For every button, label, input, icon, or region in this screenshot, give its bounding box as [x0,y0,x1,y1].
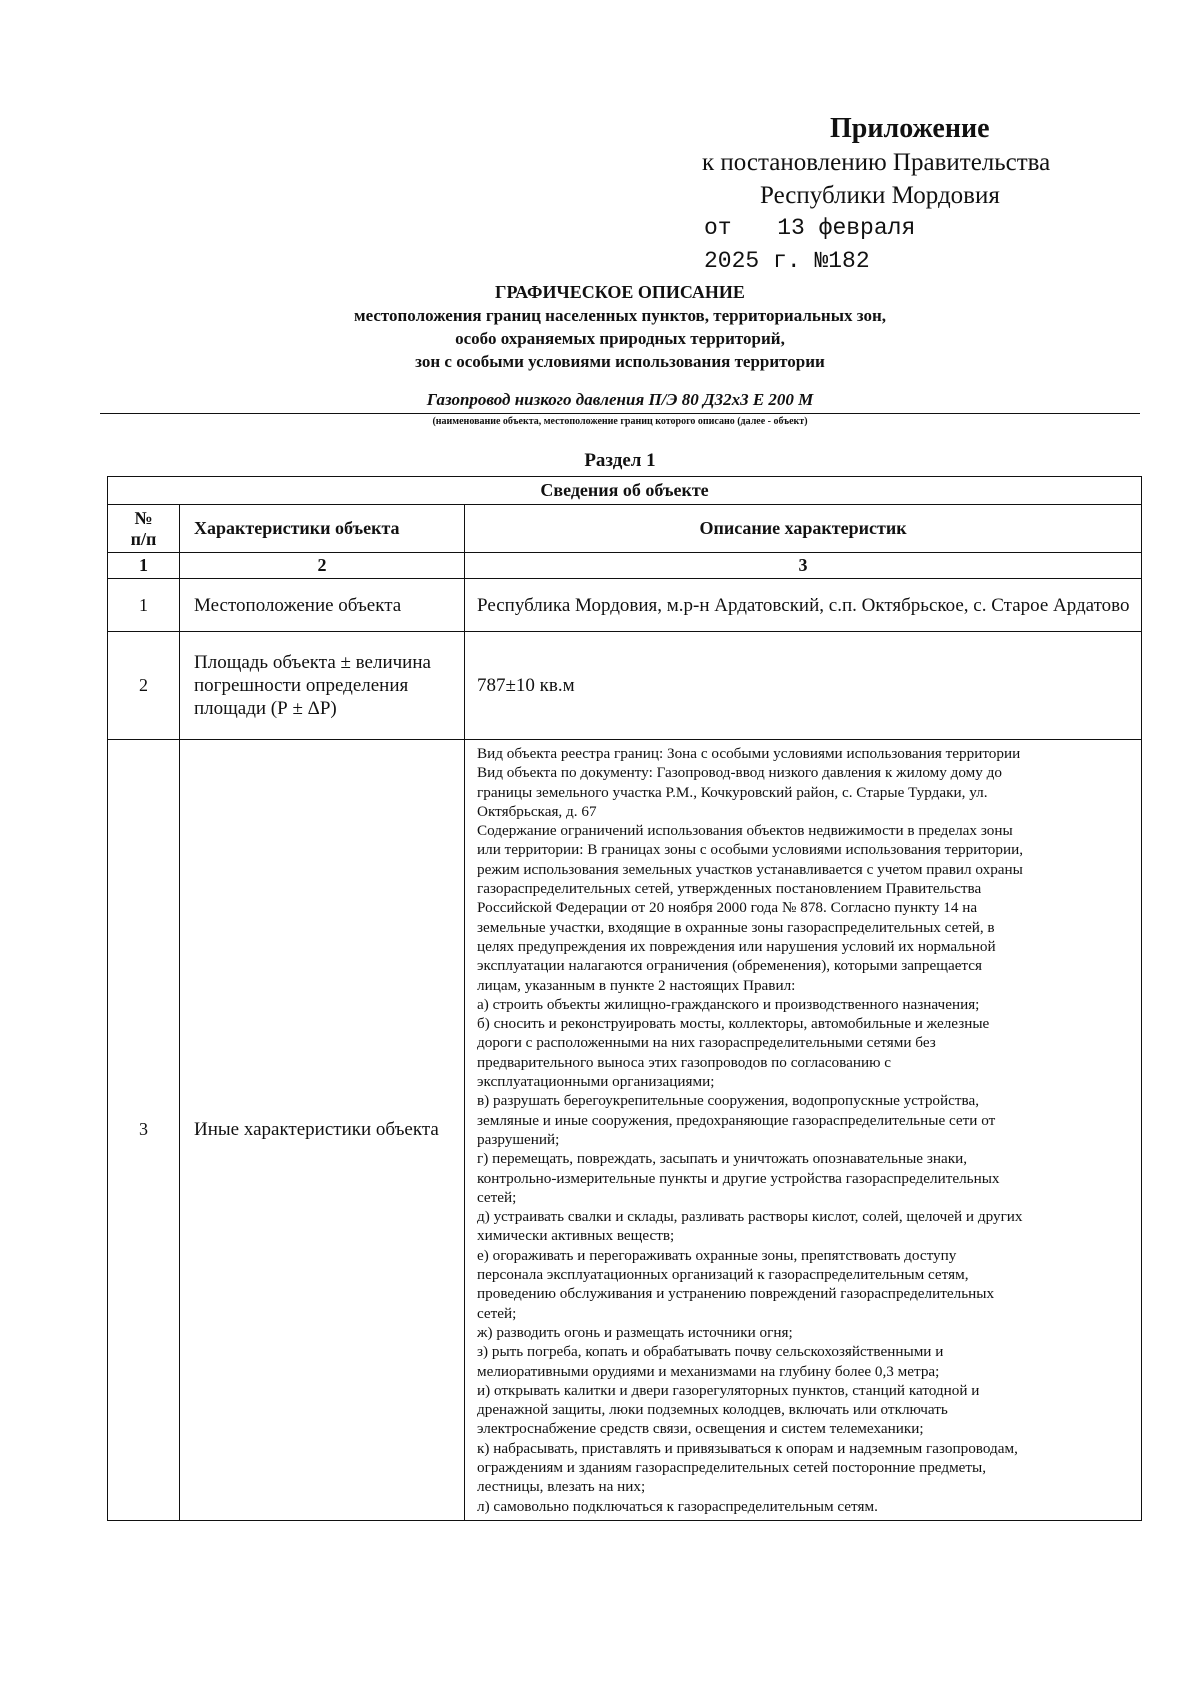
table-row [108,579,1142,632]
row-3-value-line: Вид объекта по документу: Газопровод-ввод низкого давления к жилому дому до [477,764,1002,782]
row-3-value-line: предварительного выноса этих газопроводов по согласованию с [477,1053,891,1071]
row-3-value-line: сетей; [477,1188,517,1206]
column-number-row [108,553,1142,579]
row-3-value-line: в) разрушать берегоукрепительные сооружения, водопропускные устройства, [477,1092,980,1110]
row-3-value-line: сетей; [477,1304,517,1322]
row-3-value-line: д) устраивать свалки и склады, разливать растворы кислот, солей, щелочей и других [477,1208,1023,1226]
appendix-from: от [704,215,732,241]
row-3-name: Иные характеристики объекта [180,740,465,1521]
row-3-value-line: лестницы, влезать на них; [477,1478,646,1496]
row-3-value-line: б) сносить и реконструировать мосты, коллекторы, автомобильные и железные [477,1015,990,1033]
row-3-value-line: границы земельного участка Р.М., Кочкуровский район, с. Старые Турдаки, ул. [477,783,988,801]
document-subtitle-line-3: зон с особыми условиями использования территории [415,352,825,371]
row-3-num: 3 [108,740,180,1521]
header-description: Описание характеристик [465,505,1142,553]
row-3-value-line: ограждениям и зданиям газораспределительных сетей посторонние предметы, [477,1458,987,1476]
row-2-value: 787±10 кв.м [465,632,1142,740]
document-subtitle-line-1: местоположения границ населенных пунктов, территориальных зон, [354,306,886,325]
document-heading [100,280,1140,373]
column-number-1: 1 [108,553,180,579]
object-underline [100,413,1140,414]
row-3-value-line: мелиоративными орудиями и механизмами на глубину более 0,3 метра; [477,1362,940,1380]
object-caption: (наименование объекта, местоположение границ которого описано (далее - объект) [432,416,808,427]
row-3-value-line: эксплуатации налагаются ограничения (обременения), которыми запрещается [477,957,982,975]
appendix-date-line [704,212,1120,278]
row-3-value-line: г) перемещать, повреждать, засыпать и уничтожать опознавательные знаки, [477,1150,968,1168]
row-3-value-line: л) самовольно подключаться к газораспределительным сетям. [477,1497,878,1515]
row-3-value-line: и) открывать калитки и двери газорегуляторных пунктов, станций катодной и [477,1381,980,1399]
column-number-2: 2 [180,553,465,579]
section-title: Раздел 1 [584,450,656,471]
row-3-value-line: электроснабжение средств связи, освещения и систем телемеханики; [477,1420,924,1438]
header-num [108,505,180,553]
table-row [108,740,1142,1521]
appendix-year: 2025 г. № [704,248,829,274]
row-3-value-line: режим использования земельных участков устанавливается с учетом правил охраны [477,860,1023,878]
column-number-3: 3 [465,553,1142,579]
header-characteristics: Характеристики объекта [180,505,465,553]
table-row [108,632,1142,740]
row-3-value-line: проведению обслуживания и устранению повреждений газораспределительных [477,1285,995,1303]
row-3-value-line: а) строить объекты жилищно-гражданского и производственного назначения; [477,995,980,1013]
table-caption-row [108,477,1142,505]
row-3-value-line: Октябрьская, д. 67 [477,802,597,820]
row-3-value-line: дренажной защиты, люки подземных колодцев, включать или отключать [477,1401,948,1419]
object-name: Газопровод низкого давления П/Э 80 Д32х3 Е 200 М [426,390,814,409]
row-3-value-line: земляные и иные сооружения, предохраняющие газораспределительные сети от [477,1111,996,1129]
row-3-value-line: земельные участки, входящие в охранные зоны газораспределительных сетей, в [477,918,995,936]
row-3-value-line: лицам, указанным в пункте 2 настоящих Правил: [477,976,796,994]
row-3-value-line: контрольно-измерительные пункты и другие устройства газораспределительных [477,1169,1000,1187]
row-2-num: 2 [108,632,180,740]
row-3-value [465,740,1142,1521]
row-3-value-line: Российской Федерации от 20 ноября 2000 года № 878. Согласно пункту 14 на [477,899,978,917]
header-num-top: № [134,507,153,528]
row-3-value-line: к) набрасывать, приставлять и привязываться к опорам и надземным газопроводам, [477,1439,1018,1457]
row-3-value-line: дороги с расположенными на них газораспределительными сетями без [477,1034,936,1052]
row-1-value: Республика Мордовия, м.р-н Ардатовский, с.п. Октябрьское, с. Старое Ардатово [465,579,1142,632]
row-3-value-line: з) рыть погреба, копать и обрабатывать почву сельскохозяйственными и [477,1343,944,1361]
appendix-block [700,112,1120,278]
row-2-name: Площадь объекта ± величина погрешности определения площади (Р ± ΔР) [180,632,465,740]
object-info-table [107,476,1142,1521]
row-3-value-line: целях предупреждения их повреждения или нарушения условий их нормальной [477,937,996,955]
row-3-value-line: е) огораживать и перегораживать охранные зоны, препятствовать доступу [477,1246,957,1264]
row-1-num: 1 [108,579,180,632]
row-3-value-line: газораспределительных сетей, утвержденных постановлением Правительства [477,880,982,898]
table-caption: Сведения об объекте [108,477,1142,505]
header-num-bottom: п/п [130,528,157,549]
row-3-value-line: химически активных веществ; [477,1227,675,1245]
document-title: ГРАФИЧЕСКОЕ ОПИСАНИЕ [495,282,745,302]
appendix-title: Приложение [830,113,990,144]
row-3-value-line: персонала эксплуатационных организаций к газораспределительным сетям, [477,1266,969,1284]
row-3-value-line: Вид объекта реестра границ: Зона с особыми условиями использования территории [477,745,1021,762]
appendix-line-1: к постановлению Правительства [702,149,1051,176]
table-header-row [108,505,1142,553]
row-3-value-line: или территории: В границах зоны с особыми условиями использования территории, [477,841,1024,859]
appendix-number: 182 [828,248,870,274]
appendix-line-2: Республики Мордовия [760,182,1000,209]
row-1-name: Местоположение объекта [180,579,465,632]
row-3-value-line: эксплуатационными организациями; [477,1073,715,1091]
document-subtitle-line-2: особо охраняемых природных территорий, [455,329,785,348]
appendix-date: 13 февраля [777,215,916,241]
row-3-value-line: разрушений; [477,1130,560,1148]
row-3-value-line: ж) разводить огонь и размещать источники огня; [477,1323,793,1341]
row-3-value-line: Содержание ограничений использования объектов недвижимости в пределах зоны [477,822,1013,840]
